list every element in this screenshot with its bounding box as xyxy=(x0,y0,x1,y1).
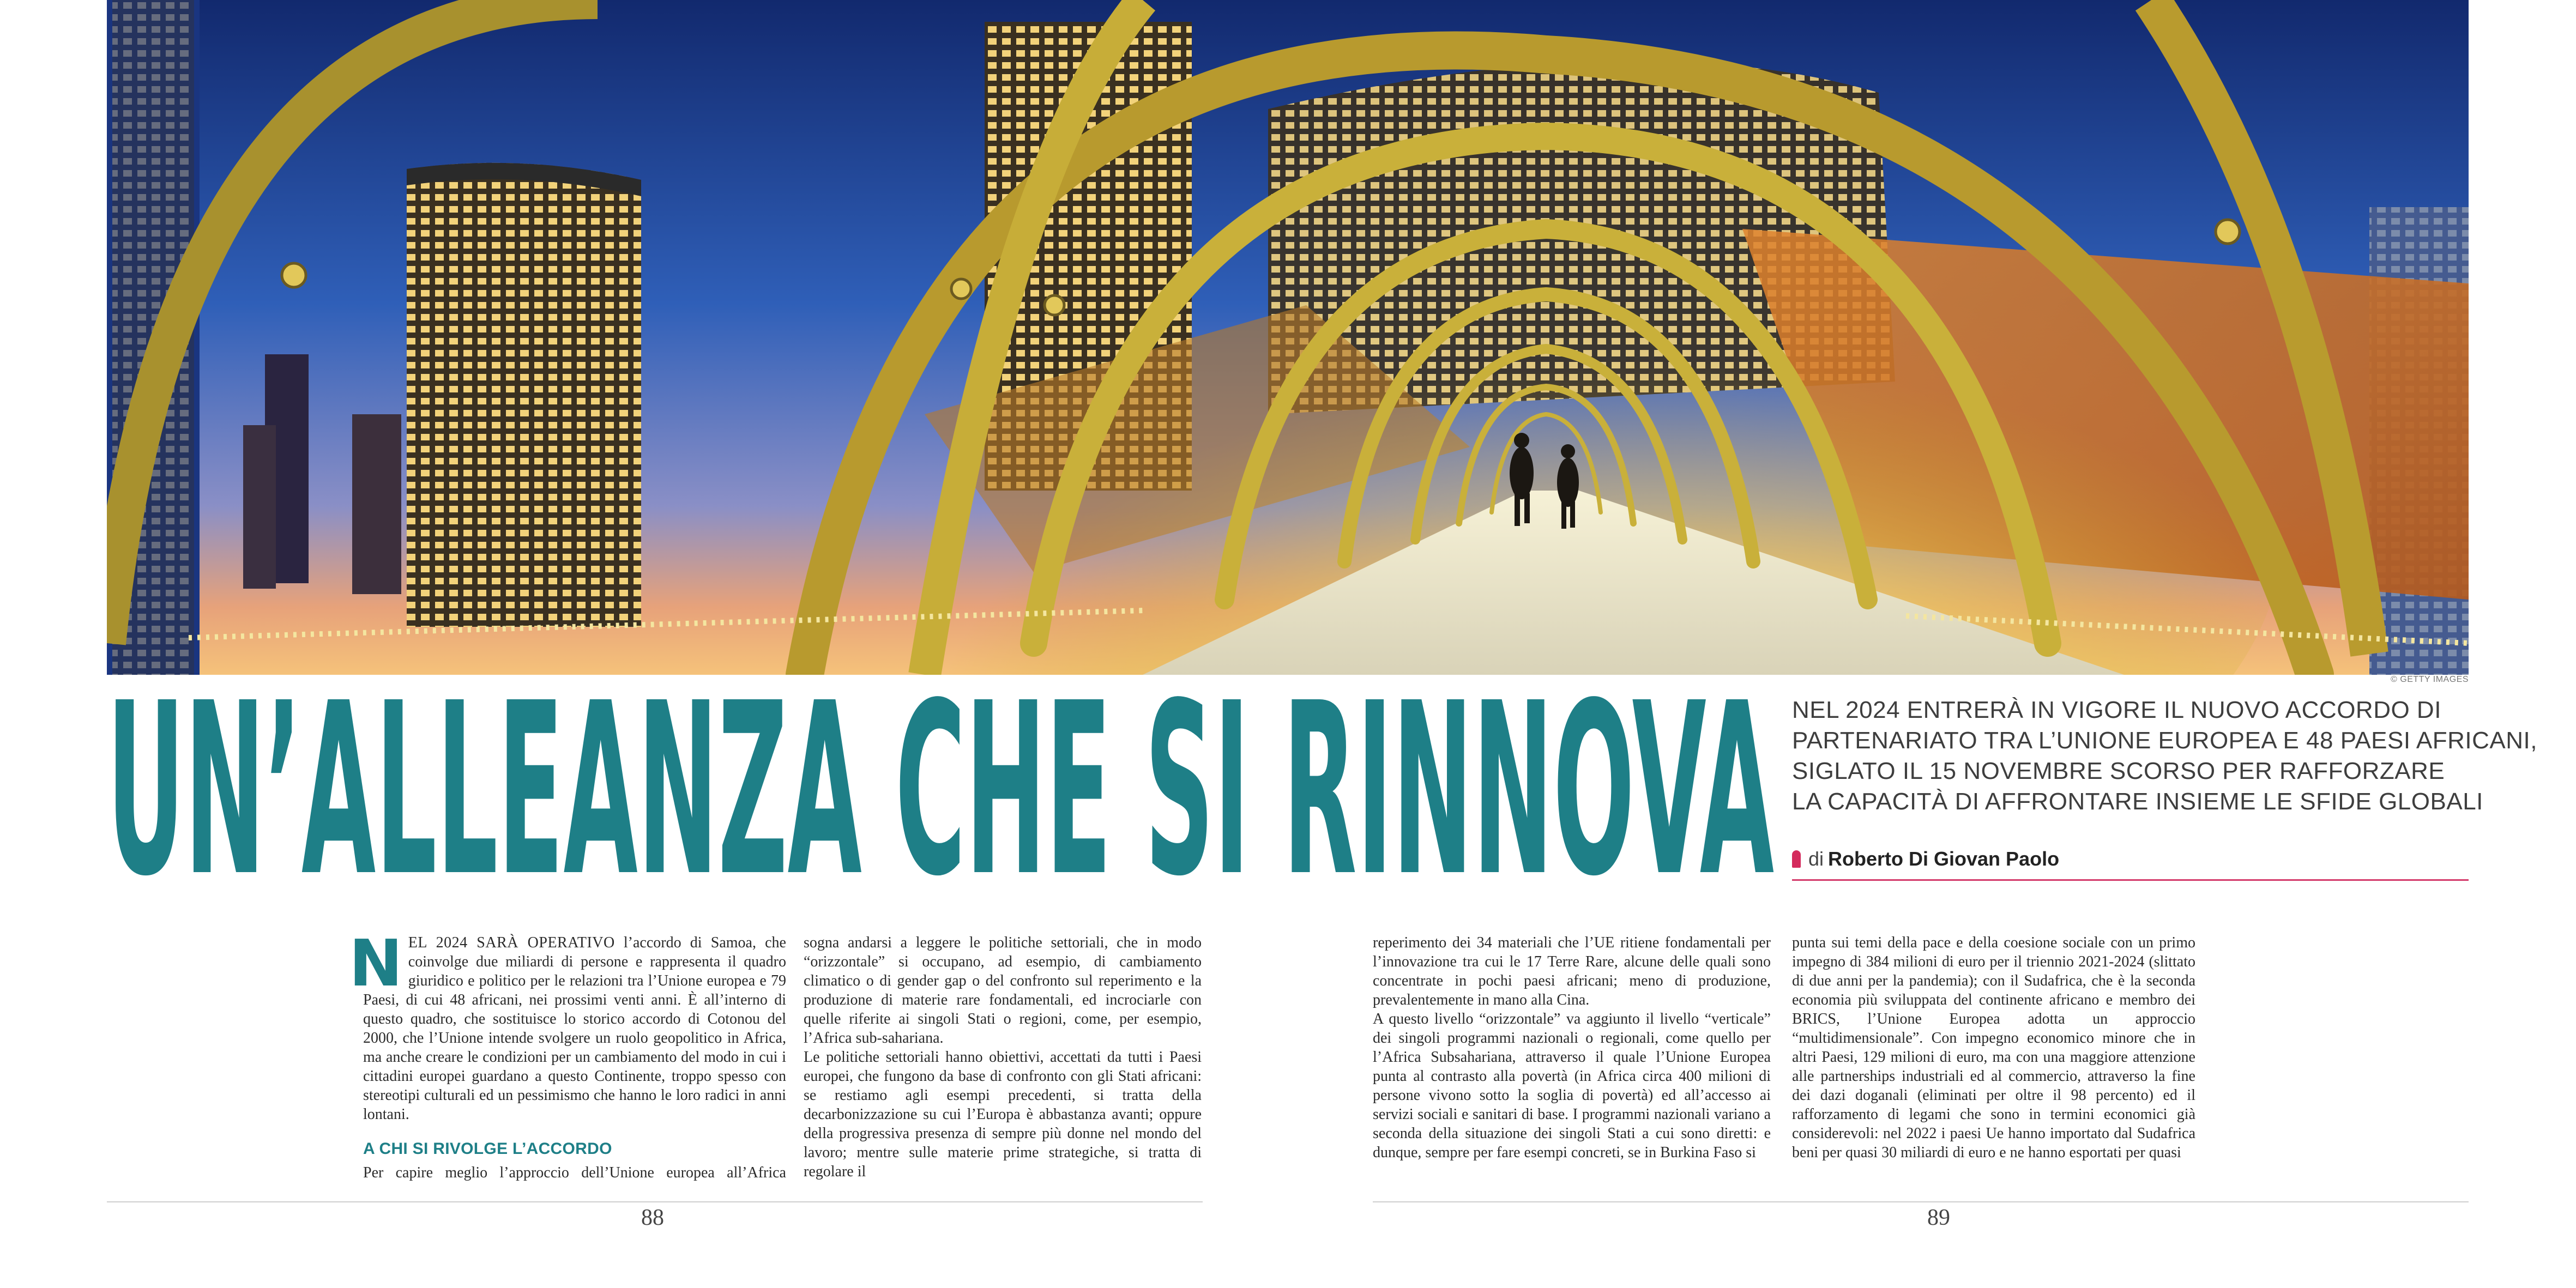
photo-credit: © GETTY IMAGES xyxy=(2391,675,2469,684)
column-3 xyxy=(1373,933,1771,1162)
subheading: A CHI SI RIVOLGE L’ACCORDO xyxy=(363,1140,612,1158)
hero-photo xyxy=(107,0,2469,675)
deck-line: PARTENARIATO TRA L’UNIONE EUROPEA E 48 PAESI AFRICANI, xyxy=(1792,727,2537,754)
paragraph xyxy=(363,1163,786,1182)
paragraph: reperimento dei 34 materiali che l’UE ritiene fondamentali per l’innovazione tra cui le 17 Terre Rare, alcune delle quali sono concentrate in pochi paesi africani; meno di produzione, prevalentemente in mano alla Cina. xyxy=(1373,934,1771,1008)
deck-line: NEL 2024 ENTRERÀ IN VIGORE IL NUOVO ACCORDO DI xyxy=(1792,697,2441,723)
paragraph-text: l’accordo di Samoa, che coinvolge due miliardi di persone e rappresenta il quadro giuridico e politico per le relazioni tra l’Unione europea e 79 Paesi, di cui 48 africani, nei prossimi venti anni. È all’interno di questo quadro, che sostituisce lo storico accordo di Cotonou del 2000, che l’Unione intende svolgere un ruolo geopolitico in Africa, ma anche creare le condizioni per un cambiamento del modo in cui i cittadini europei guardano a questo Continente, troppo spesso con stereotipi culturali ed un pessimismo che hanno le loro radici in anni lontani. xyxy=(363,934,786,1123)
byline-author: Roberto Di Giovan Paolo xyxy=(1828,848,2060,870)
pen-icon xyxy=(1792,850,1801,868)
byline xyxy=(1792,848,2469,881)
deck-line: SIGLATO IL 15 NOVEMBRE SCORSO PER RAFFORZARE xyxy=(1792,758,2445,784)
headline-text: UN’ALLEANZA CHE SI RINNOVA xyxy=(107,688,1775,890)
page-number-right: 89 xyxy=(1927,1205,1950,1230)
deck-line: LA CAPACITÀ DI AFFRONTARE INSIEME LE SFIDE GLOBALI xyxy=(1792,788,2483,815)
paragraph: Le politiche settoriali hanno obiettivi, accettati da tutti i Paesi europei, che fungono da base di confronto con gli Stati africani: se restiamo agli esempi precedenti, si tratta della decarbonizzazione su cui l’Europa è abbastanza avanti; oppure della progressiva presenza di sempre più donne nel mondo del lavoro; mentre sulle materie prime strategiche, si tratta di regolare il xyxy=(804,1049,1202,1180)
column-4 xyxy=(1792,933,2195,1162)
lead-in: EL 2024 SARÀ OPERATIVO xyxy=(408,934,615,951)
paragraph: sogna andarsi a leggere le politiche settoriali, che in modo “orizzontale” si occupano, ad esempio, di cambiamento climatico o di gender gap o del confronto sul reperimento e la produzione di materie rare fondamentali, ed incrociarle con quelle riferite ai singoli Stati o regioni, come, per esempio, l’Africa sub-sahariana. xyxy=(804,934,1202,1047)
column-1 xyxy=(349,926,786,1182)
headline xyxy=(107,688,1775,890)
paragraph: A questo livello “orizzontale” va aggiunto il livello “verticale” dei singoli programmi nazionali o regionali, come quello per l’Africa Subsahariana, attraverso il quale l’Unione Europea punta al contrasto alla povertà (in Africa circa 400 milioni di persone vivono sotto la soglia di povertà) ed all’accesso ai servizi sociali e sanitari di base. I programmi nazionali variano a seconda della situazione dei singoli Stati a cui sono diretti: e dunque, sempre per fare esempi concreti, se in Burkina Faso si xyxy=(1373,1011,1771,1161)
drop-cap: N xyxy=(349,926,403,1001)
footer-rule-left xyxy=(107,1201,1203,1202)
paragraph: punta sui temi della pace e della coesione sociale con un primo impegno di 384 milioni di euro per il triennio 2021-2024 (slittato di due anni per la pandemia); con il Sudafrica, che è la seconda economia più sviluppata del continente africano e membro dei BRICS, l’Unione Europea adotta un approccio “multidimensionale”. Con impegno economico minore che in altri Paesi, 129 milioni di euro, ma con una maggiore attenzione alle partnerships industriali ed al commercio, attraverso la fine dei dazi doganali (eliminati per oltre il 98 percento) ed il rafforzamento di legami che sono in termini economici già considerevoli: nel 2022 i paesi Ue hanno importato dal Sudafrica beni per quasi 30 miliardi di euro e ne hanno esportati per quasi xyxy=(1792,934,2195,1161)
byline-prefix: di xyxy=(1808,848,1824,870)
paragraph-text: Per capire meglio l’approccio dell’Unione europea all’Africa xyxy=(363,1164,786,1181)
photo-bridge-tunnel-la-defense xyxy=(107,0,2469,675)
page-number-left: 88 xyxy=(641,1205,664,1230)
paragraph xyxy=(349,926,786,1124)
footer-rule-right xyxy=(1373,1201,2469,1202)
column-2 xyxy=(804,933,1202,1181)
deck xyxy=(1792,695,2537,817)
